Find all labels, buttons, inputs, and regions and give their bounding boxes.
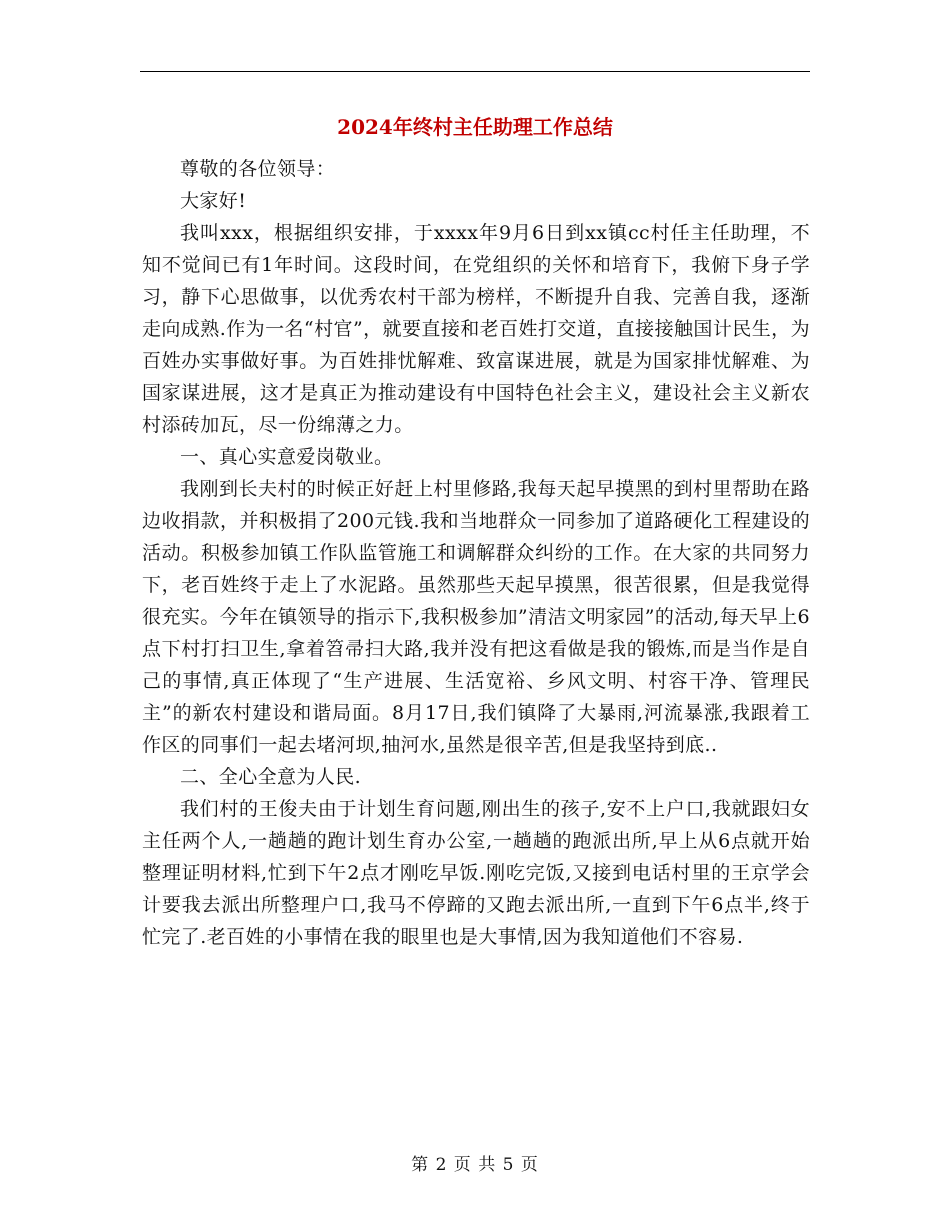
greeting: 大家好! xyxy=(180,190,247,212)
section-heading-1: 一、真心实意爱岗敬业。 xyxy=(180,446,394,468)
section-heading-2: 二、全心全意为人民. xyxy=(180,766,362,788)
salutation: 尊敬的各位领导： xyxy=(180,158,336,180)
intro-paragraph: 我叫xxx，根据组织安排，于xxxx年9月6日到xx镇cc村任主任助理，不知不觉间已有1年时间。这段时间，在党组织的关怀和培育下，我俯下身子学习，静下心思做事，以优秀农村干部为榜样，不断提升自我、完善自我，逐渐走向成熟.作为一名“村官”，就要直接和老百姓打交道，直接接触国计民生，为百姓办实事做好事。为百姓排忧解难、致富谋进展，就是为国家排忧解难、为国家谋进展，这才是真正为推动建设有中国特色社会主义，建设社会主义新农村添砖加瓦，尽一份绵薄之力。 xyxy=(142,222,810,436)
section-2-paragraph: 我们村的王俊夫由于计划生育问题,刚出生的孩子,安不上户口,我就跟妇女主任两个人,一趟趟的跑计划生育办公室,一趟趟的跑派出所,早上从6点就开始整理证明材料,忙到下午2点才刚吃早饭.刚吃完饭,又接到电话村里的王京学会计要我去派出所整理户口,我马不停蹄的又跑去派出所,一直到下午6点半,终于忙完了.老百姓的小事情在我的眼里也是大事情,因为我知道他们不容易. xyxy=(142,798,810,948)
page-number: 第 2 页 共 5 页 xyxy=(411,1155,539,1175)
section-1-paragraph: 我刚到长夫村的时候正好赶上村里修路,我每天起早摸黑的到村里帮助在路边收捐款，并积极捐了200元钱.我和当地群众一同参加了道路硬化工程建设的活动。积极参加镇工作队监管施工和调解群众纠纷的工作。在大家的共同努力下，老百姓终于走上了水泥路。虽然那些天起早摸黑，很苦很累，但是我觉得很充实。今年在镇领导的指示下,我积极参加”清洁文明家园”的活动,每天早上6点下村打扫卫生,拿着笤帚扫大路,我并没有把这看做是我的锻炼,而是当作是自己的事情,真正体现了“生产进展、生活宽裕、乡风文明、村容干净、管理民主”的新农村建设和谐局面。8月17日,我们镇降了大暴雨,河流暴涨,我跟着工作区的同事们一起去堵河坝,抽河水,虽然是很辛苦,但是我坚持到底.. xyxy=(142,478,810,756)
document-body xyxy=(142,153,810,953)
document-title: 2024年终村主任助理工作总结 xyxy=(337,115,613,139)
header-rule xyxy=(140,71,810,72)
